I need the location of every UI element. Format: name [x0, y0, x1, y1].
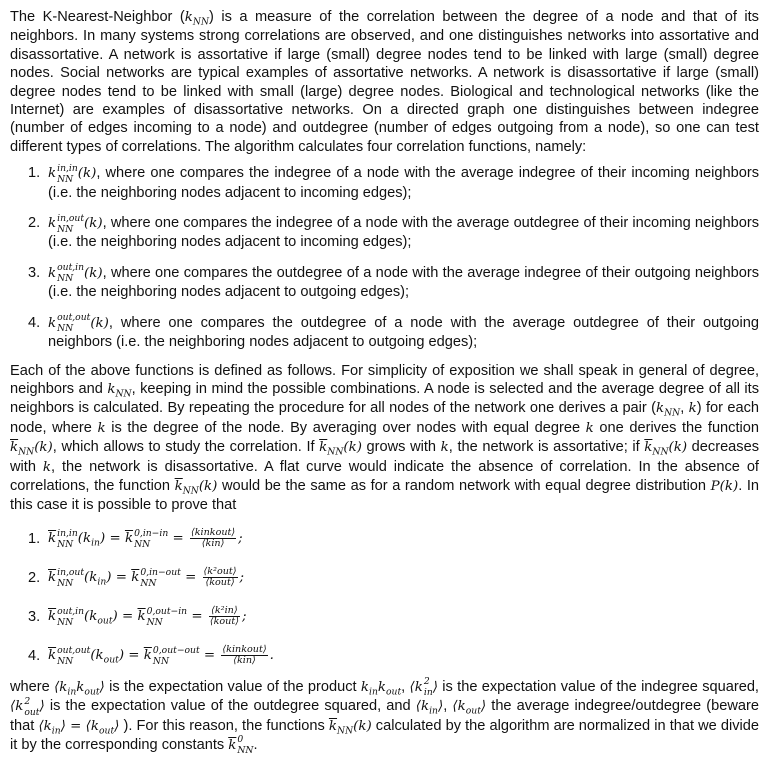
item-number: 2. — [28, 215, 41, 232]
formula-item — [28, 605, 759, 629]
math-knn-outout: k out,out NN (k) — [48, 312, 109, 335]
list-item — [28, 164, 759, 202]
item-number: 4. — [28, 314, 41, 331]
formula-inout: $\overline{k}$ in,out NN $(k_{in}) = \overline{k}$ 0,in−out NN = $\frac{\text{⟨k²out⟩}}{\text{⟨kout⟩}}$ ; — [48, 566, 245, 589]
math-knn-inout: k in,out NN (k) — [48, 212, 103, 235]
item-text: , where one compares the indegree of a node with the average indegree of their incoming neighbors (i.e. the neighboring nodes adjacent to incoming edges); — [48, 165, 759, 201]
paragraph-normalization: where $⟨k_{in}k_{out}⟩$ is the expectation value of the product $k_{in}k_{out}$, ⟨k 2 in ⟩ is the expectation value of the indegree squared, ⟨k 2 out ⟩ is the expectation value of the outdegree squared, and $⟨k_{in}⟩$, $⟨k_{out}⟩$ the average indegree/outdegree (beware that $⟨k_{in}⟩$ = $⟨k_{out}⟩$ ). For this reason, the functions $\overline{k}_{NN}(k)$ calculated by the algorithm are normalized in that we divide it by the corresponding constants $\overline{k}$ 0 NN . — [10, 676, 760, 757]
formula-item — [28, 644, 759, 668]
formula-item — [28, 527, 759, 551]
item-number: 3. — [28, 608, 41, 625]
item-number: 2. — [28, 569, 41, 586]
item-number: 1. — [28, 165, 41, 182]
item-text: , where one compares the outdegree of a node with the average outdegree of their outgoing neighbors (i.e. the neighboring nodes adjacent to outgoing edges); — [48, 314, 759, 351]
list-item — [28, 314, 759, 352]
item-text: , where one compares the indegree of a node with the average outdegree of their incoming neighbors (i.e. the neighboring nodes adjacent to incoming edges); — [48, 215, 759, 251]
math-knn-outin: k out,in NN (k) — [48, 262, 103, 285]
list-item — [28, 264, 759, 302]
item-number: 1. — [28, 530, 41, 547]
text-run: ) is a measure of the correlation between the degree of a node and that of its neighbors. In many systems strong correlations are observed, and one distinguishes networks into assortative and disassortative. A network is assortative if large (small) degree nodes tend to be linked with large (small) degree nodes. Social networks are typical examples of assortative networks. A network is disassortative if large (small) degree nodes tend to be linked with small (large) degree nodes. Biological and technological networks (like the Internet) are examples of disassortative networks. On a directed graph one distinguishes between indegree (number of edges incoming to a node) and outdegree (number of edges outgoing from a node), so one can test different types of correlations. The algorithm calculates four correlation functions, namely: — [10, 9, 759, 155]
formula-outin: $\overline{k}$ out,in NN $(k_{out}) = \overline{k}$ 0,out−in NN = $\frac{\text{⟨k²in⟩}}{\text{⟨kout⟩}}$ ; — [48, 605, 247, 628]
paragraph-intro — [10, 8, 759, 156]
item-number: 4. — [28, 647, 41, 664]
item-text: , where one compares the outdegree of a node with the average indegree of their outgoing neighbors (i.e. the neighboring nodes adjacent to outgoing edges); — [48, 264, 759, 301]
text-run: The K-Nearest-Neighbor ( — [10, 9, 185, 25]
formula-outout: $\overline{k}$ out,out NN $(k_{out}) = \overline{k}$ 0,out−out NN = $\frac{\text{⟨kinkout⟩}}{\text{⟨kin⟩}}$ . — [48, 644, 274, 667]
math-knn: $k_{NN}$ — [184, 10, 209, 28]
formula-item — [28, 566, 759, 590]
math-knn-inin: k in,in NN (k) — [48, 162, 97, 185]
list-item — [28, 214, 759, 252]
formula-list — [28, 527, 759, 668]
item-number: 3. — [28, 264, 41, 281]
correlation-functions-list — [28, 164, 759, 351]
paragraph-definition: Each of the above functions is defined as follows. For simplicity of exposition we shall speak in general of degree, neighbors and $k_{NN}$, keeping in mind the possible combinations. A node is selected and the average degree of all its neighbors is calculated. By repeating the procedure for all nodes of the network one derives a pair ($k_{NN}$, k) for each node, where k is the degree of the node. By averaging over nodes with equal degree k one derives the function $\overline{k}_{NN}(k)$, which allows to study the correlation. If $\overline{k}_{NN}(k)$ grows with k, the network is assortative; if $\overline{k}_{NN}(k)$ decreases with k, the network is disassortative. A flat curve would indicate the absence of correlation. In the absence of correlations, the function $\overline{k}_{NN}(k)$ would be the same as for a random network with equal degree distribution P(k). In this case it is possible to prove that — [10, 362, 760, 514]
formula-inin: $\overline{k}$ in,in NN $(k_{in}) = \overline{k}$ 0,in−in NN = $\frac{\text{⟨kinkout⟩}}{\text{⟨kin⟩}}$ ; — [48, 527, 243, 550]
